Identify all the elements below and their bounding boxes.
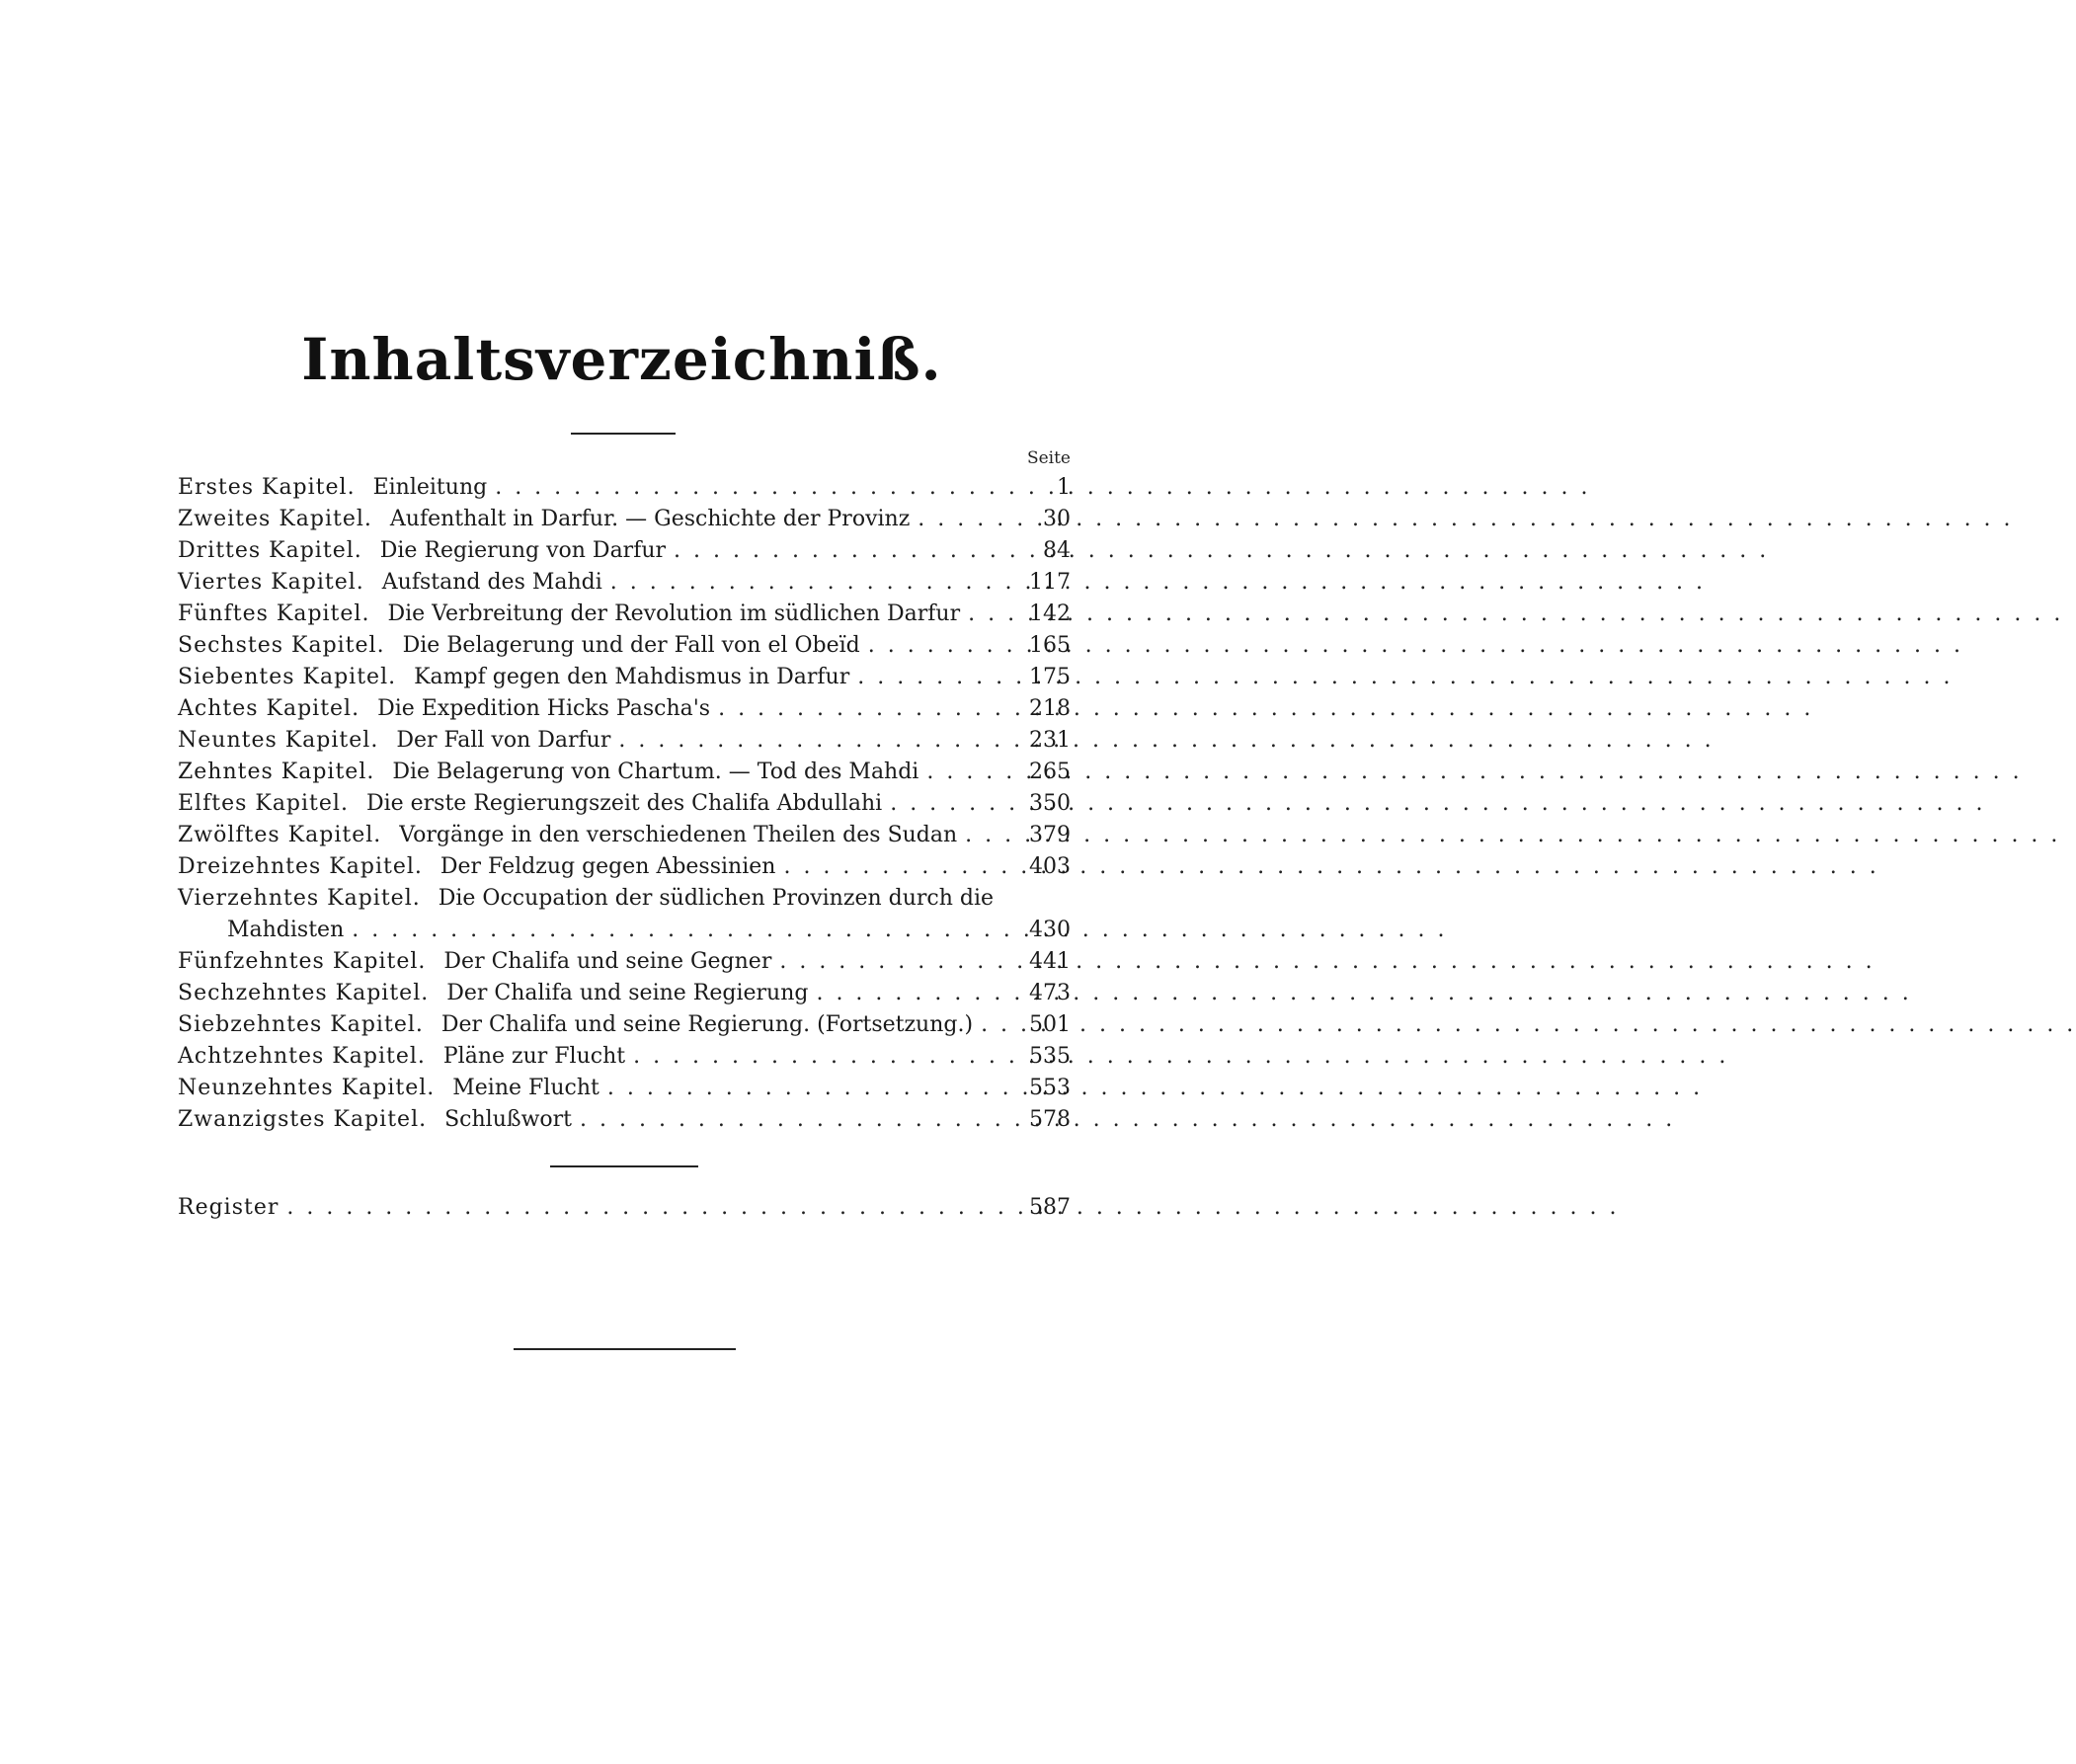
chapter-title: Einleitung <box>372 475 488 500</box>
title-divider <box>571 433 676 435</box>
chapter-label: Neunzehntes Kapitel. <box>178 1076 436 1100</box>
chapter-title: Pläne zur Flucht <box>442 1044 626 1069</box>
seite-column-label: Seite <box>1026 448 1071 468</box>
dot-leader <box>352 915 1021 946</box>
dot-leader <box>816 978 1021 1009</box>
chapter-label: Sechstes Kapitel. <box>178 633 385 658</box>
chapter-label: Zweites Kapitel. <box>178 507 372 531</box>
chapter-title: Der Feldzug gegen Abessinien <box>439 854 776 879</box>
toc-entry <box>178 693 1071 725</box>
chapter-label: Drittes Kapitel. <box>178 538 362 563</box>
chapter-title: Schlußwort <box>444 1107 573 1132</box>
toc-entry <box>178 1073 1071 1104</box>
table-of-contents <box>178 472 1071 1136</box>
page-title: Inhaltsverzeichniß. <box>301 326 942 393</box>
chapter-label: Zwanzigstes Kapitel. <box>178 1107 428 1132</box>
toc-entry <box>178 1009 1071 1041</box>
page-number: 350 <box>1029 791 1071 816</box>
chapter-title: Der Fall von Darfur <box>396 728 611 753</box>
page-number: 1 <box>1057 475 1071 500</box>
toc-entry <box>178 472 1071 504</box>
page-number: 84 <box>1043 538 1071 563</box>
toc-entry <box>178 946 1071 978</box>
page-number: 403 <box>1029 854 1071 879</box>
page-number: 535 <box>1029 1044 1071 1069</box>
page-number: 30 <box>1043 507 1071 531</box>
dot-leader <box>857 662 1021 693</box>
page-number: 578 <box>1029 1107 1071 1132</box>
toc-entry-continuation <box>178 915 1071 946</box>
chapter-label: Siebzehntes Kapitel. <box>178 1012 424 1037</box>
register-entry <box>178 1195 1071 1220</box>
page-number: 473 <box>1029 981 1071 1005</box>
chapter-title: Aufenthalt in Darfur. — Geschichte der Provinz <box>389 507 911 531</box>
chapter-title: Die Expedition Hicks Pascha's <box>377 696 711 721</box>
dot-leader <box>981 1009 1021 1041</box>
chapter-title: Aufstand des Mahdi <box>381 570 602 595</box>
page-number: 218 <box>1029 696 1071 721</box>
dot-leader <box>618 725 1021 757</box>
chapter-label: Erstes Kapitel. <box>178 475 356 500</box>
toc-entry <box>178 1104 1071 1136</box>
section-divider <box>550 1165 698 1167</box>
toc-entry <box>178 662 1071 693</box>
dot-leader <box>495 472 1021 504</box>
dot-leader <box>965 820 1021 851</box>
chapter-label: Neuntes Kapitel. <box>178 728 379 753</box>
chapter-title: Die Regierung von Darfur <box>379 538 667 563</box>
chapter-title-continuation: Mahdisten <box>227 918 345 942</box>
toc-entry <box>178 851 1071 883</box>
page-number: 165 <box>1029 633 1071 658</box>
chapter-title: Die Occupation der südlichen Provinzen durch die <box>438 886 995 911</box>
chapter-title: Die Belagerung von Chartum. — Tod des Mahdi <box>392 760 919 784</box>
chapter-label: Viertes Kapitel. <box>178 570 364 595</box>
page-number: 117 <box>1029 570 1071 595</box>
register-label: Register <box>178 1195 279 1220</box>
toc-entry <box>178 978 1071 1009</box>
dot-leader <box>779 946 1021 978</box>
dot-leader <box>633 1041 1021 1073</box>
page-number: 441 <box>1029 949 1071 974</box>
dot-leader <box>674 535 1021 567</box>
chapter-label: Siebentes Kapitel. <box>178 665 397 689</box>
chapter-label: Fünfzehntes Kapitel. <box>178 949 427 974</box>
chapter-label: Zwölftes Kapitel. <box>178 823 382 847</box>
dot-leader <box>918 504 1021 535</box>
page-number: 231 <box>1029 728 1071 753</box>
chapter-title: Die erste Regierungszeit des Chalifa Abdullahi <box>365 791 883 816</box>
page-number: 587 <box>1029 1195 1071 1220</box>
toc-entry <box>178 725 1071 757</box>
toc-entry <box>178 788 1071 820</box>
chapter-label: Vierzehntes Kapitel. <box>178 886 421 911</box>
end-divider <box>514 1348 736 1350</box>
chapter-label: Zehntes Kapitel. <box>178 760 375 784</box>
dot-leader <box>580 1104 1021 1136</box>
dot-leader <box>607 1073 1021 1104</box>
dot-leader <box>968 599 1021 630</box>
toc-entry <box>178 820 1071 851</box>
toc-entry <box>178 599 1071 630</box>
toc-entry <box>178 883 1071 915</box>
chapter-label: Elftes Kapitel. <box>178 791 349 816</box>
dot-leader <box>718 693 1021 725</box>
chapter-label: Sechzehntes Kapitel. <box>178 981 430 1005</box>
toc-entry <box>178 567 1071 599</box>
page-number: 430 <box>1029 918 1071 942</box>
page-number: 379 <box>1029 823 1071 847</box>
page-number: 553 <box>1029 1076 1071 1100</box>
toc-entry <box>178 535 1071 567</box>
toc-entry <box>178 504 1071 535</box>
chapter-title: Die Verbreitung der Revolution im südlichen Darfur <box>387 601 961 626</box>
chapter-title: Der Chalifa und seine Regierung <box>446 981 809 1005</box>
chapter-label: Dreizehntes Kapitel. <box>178 854 423 879</box>
page-number: 142 <box>1029 601 1071 626</box>
chapter-label: Achtes Kapitel. <box>178 696 360 721</box>
chapter-label: Fünftes Kapitel. <box>178 601 370 626</box>
chapter-title: Der Chalifa und seine Regierung. (Fortsetzung.) <box>440 1012 974 1037</box>
chapter-title: Meine Flucht <box>452 1076 599 1100</box>
dot-leader <box>783 851 1021 883</box>
chapter-title: Vorgänge in den verschiedenen Theilen des Sudan <box>399 823 958 847</box>
page-number: 265 <box>1029 760 1071 784</box>
chapter-title: Kampf gegen den Mahdismus in Darfur <box>414 665 850 689</box>
chapter-title: Die Belagerung und der Fall von el Obeïd <box>402 633 860 658</box>
dot-leader <box>868 630 1021 662</box>
toc-entry <box>178 630 1071 662</box>
dot-leader <box>926 757 1021 788</box>
toc-entry <box>178 757 1071 788</box>
chapter-label: Achtzehntes Kapitel. <box>178 1044 426 1069</box>
chapter-title: Der Chalifa und seine Gegner <box>443 949 772 974</box>
page-number: 175 <box>1029 665 1071 689</box>
toc-entry <box>178 1041 1071 1073</box>
dot-leader <box>286 1195 1021 1220</box>
page-number: 501 <box>1029 1012 1071 1037</box>
dot-leader <box>610 567 1021 599</box>
dot-leader <box>890 788 1021 820</box>
